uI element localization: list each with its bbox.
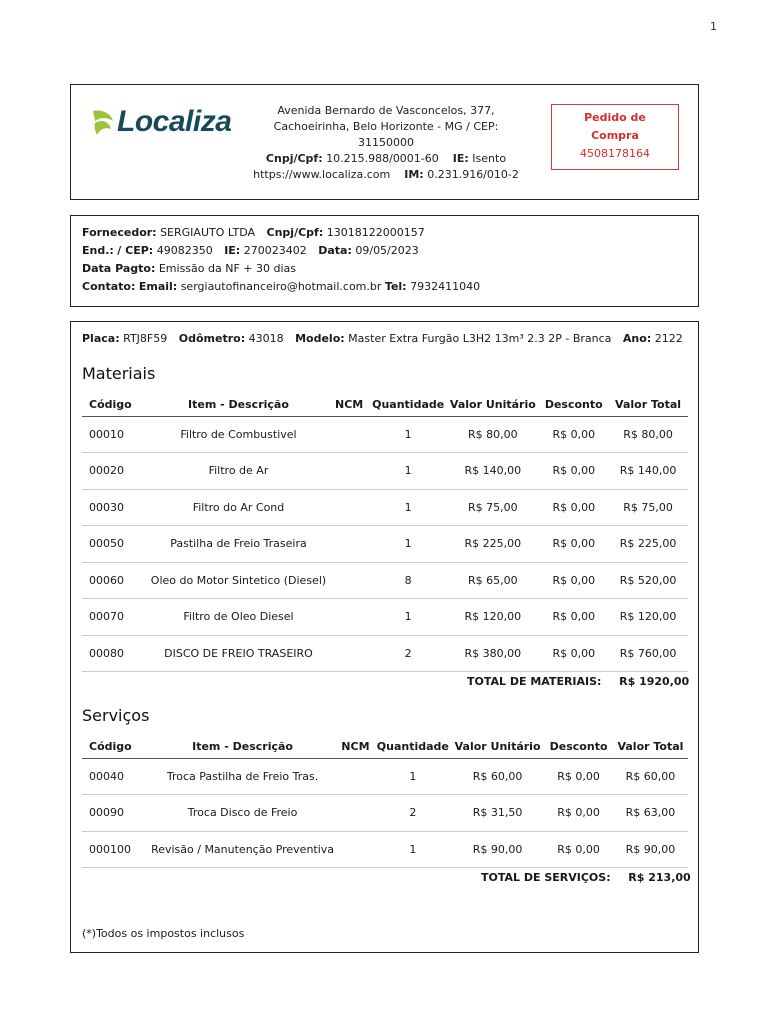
col-item: Item - Descrição	[149, 394, 328, 416]
cell-ncm	[336, 758, 375, 795]
company-web-line	[251, 167, 521, 183]
cell-valor-total: R$ 90,00	[613, 831, 688, 868]
cell-codigo: 00060	[82, 562, 149, 599]
pagto-label: Data Pagto:	[82, 262, 156, 275]
cell-codigo: 00080	[82, 635, 149, 672]
cep-label: / CEP:	[117, 244, 154, 257]
order-number: 4508178164	[580, 147, 650, 160]
cell-item: Filtro de Combustivel	[149, 416, 328, 453]
supplier-line	[82, 224, 698, 242]
col-valor-total: Valor Total	[608, 394, 688, 416]
cell-valor-unitario: R$ 380,00	[446, 635, 539, 672]
servicos-title: Serviços	[82, 706, 150, 725]
supplier-address-line	[82, 242, 698, 260]
fornecedor-label: Fornecedor:	[82, 226, 157, 239]
ano-label: Ano:	[622, 332, 652, 345]
odometro-value: 43018	[248, 332, 284, 345]
contact-line	[82, 278, 698, 296]
payment-line	[82, 260, 698, 278]
modelo-label: Modelo:	[295, 332, 345, 345]
supplier-cnpj-label: Cnpj/Cpf:	[266, 226, 324, 239]
cell-valor-total: R$ 80,00	[608, 416, 688, 453]
address-line: Cachoeirinha, Belo Horizonte - MG / CEP:	[273, 120, 499, 133]
cell-quantidade: 1	[370, 489, 446, 526]
col-ncm: NCM	[336, 736, 375, 758]
cell-codigo: 000100	[82, 831, 149, 868]
cell-desconto: R$ 0,00	[540, 526, 609, 563]
cell-ncm	[328, 526, 370, 563]
materiais-total	[467, 675, 689, 688]
servicos-total-value: R$ 213,00	[628, 871, 691, 884]
supplier-ie-value: 270023402	[243, 244, 307, 257]
im-label: IM:	[404, 168, 424, 181]
website-link[interactable]: https://www.localiza.com	[253, 168, 391, 181]
col-codigo: Código	[82, 394, 149, 416]
cell-valor-total: R$ 760,00	[608, 635, 688, 672]
servicos-table	[82, 736, 688, 868]
cell-desconto: R$ 0,00	[540, 453, 609, 490]
placa-value: RTJ8F59	[123, 332, 168, 345]
cell-valor-unitario: R$ 80,00	[446, 416, 539, 453]
cell-valor-unitario: R$ 65,00	[446, 562, 539, 599]
col-quantidade: Quantidade	[370, 394, 446, 416]
supplier-ie-label: IE:	[224, 244, 241, 257]
localiza-logo	[91, 107, 251, 137]
page-number: 1	[710, 20, 717, 33]
cell-valor-unitario: R$ 120,00	[446, 599, 539, 636]
materiais-total-label: TOTAL DE MATERIAIS:	[467, 675, 602, 688]
header-box	[70, 84, 699, 200]
address-line: 31150000	[358, 136, 414, 149]
col-valor-unitario: Valor Unitário	[451, 736, 544, 758]
data-value: 09/05/2023	[355, 244, 419, 257]
col-codigo: Código	[82, 736, 149, 758]
tel-label: Tel:	[384, 280, 407, 293]
cell-ncm	[328, 416, 370, 453]
cell-codigo: 00050	[82, 526, 149, 563]
cell-valor-unitario: R$ 225,00	[446, 526, 539, 563]
cell-codigo: 00090	[82, 795, 149, 832]
cell-valor-total: R$ 120,00	[608, 599, 688, 636]
cell-item: Revisão / Manutenção Preventiva	[149, 831, 336, 868]
cell-ncm	[336, 795, 375, 832]
cell-desconto: R$ 0,00	[540, 489, 609, 526]
col-valor-total: Valor Total	[613, 736, 688, 758]
cell-codigo: 00040	[82, 758, 149, 795]
cell-quantidade: 1	[370, 599, 446, 636]
data-label: Data:	[318, 244, 352, 257]
col-item: Item - Descrição	[149, 736, 336, 758]
col-desconto: Desconto	[540, 394, 609, 416]
company-tax-line	[251, 151, 521, 167]
cell-codigo: 00070	[82, 599, 149, 636]
cnpj-label: Cnpj/Cpf:	[265, 152, 323, 165]
cell-desconto: R$ 0,00	[544, 795, 613, 832]
table-row	[82, 635, 688, 672]
cell-item: Filtro do Ar Cond	[149, 489, 328, 526]
cell-valor-total: R$ 75,00	[608, 489, 688, 526]
cell-codigo: 00030	[82, 489, 149, 526]
cell-valor-total: R$ 63,00	[613, 795, 688, 832]
address-line: Avenida Bernardo de Vasconcelos, 377,	[277, 104, 495, 117]
cell-codigo: 00020	[82, 453, 149, 490]
placa-label: Placa:	[82, 332, 120, 345]
vehicle-line	[82, 332, 683, 345]
cell-valor-unitario: R$ 140,00	[446, 453, 539, 490]
cell-item: Filtro de Oleo Diesel	[149, 599, 328, 636]
cell-ncm	[328, 489, 370, 526]
cell-ncm	[328, 635, 370, 672]
ie-value: Isento	[472, 152, 507, 165]
table-row	[82, 453, 688, 490]
end-label: End.:	[82, 244, 114, 257]
cell-valor-unitario: R$ 60,00	[451, 758, 544, 795]
cell-quantidade: 1	[370, 416, 446, 453]
servicos-total-label: TOTAL DE SERVIÇOS:	[481, 871, 611, 884]
table-row	[82, 489, 688, 526]
logo-text: Localiza	[117, 105, 232, 138]
table-row	[82, 562, 688, 599]
cell-item: Troca Disco de Freio	[149, 795, 336, 832]
col-desconto: Desconto	[544, 736, 613, 758]
cell-ncm	[328, 453, 370, 490]
table-header-row	[82, 394, 688, 416]
cell-desconto: R$ 0,00	[540, 635, 609, 672]
email-label: Email:	[138, 280, 178, 293]
cell-item: Filtro de Ar	[149, 453, 328, 490]
contato-label: Contato:	[82, 280, 136, 293]
cell-quantidade: 8	[370, 562, 446, 599]
company-info	[251, 103, 521, 183]
cell-quantidade: 2	[370, 635, 446, 672]
cnpj-value: 10.215.988/0001-60	[326, 152, 439, 165]
table-header-row	[82, 736, 688, 758]
cell-desconto: R$ 0,00	[540, 416, 609, 453]
cell-desconto: R$ 0,00	[540, 562, 609, 599]
cell-codigo: 00010	[82, 416, 149, 453]
cell-desconto: R$ 0,00	[544, 831, 613, 868]
cell-item: DISCO DE FREIO TRASEIRO	[149, 635, 328, 672]
table-row	[82, 416, 688, 453]
odometro-label: Odômetro:	[178, 332, 246, 345]
order-label: Compra	[591, 129, 639, 142]
table-row	[82, 795, 688, 832]
cell-valor-unitario: R$ 90,00	[451, 831, 544, 868]
col-ncm: NCM	[328, 394, 370, 416]
cell-valor-total: R$ 520,00	[608, 562, 688, 599]
im-value: 0.231.916/010-2	[427, 168, 519, 181]
cell-quantidade: 1	[375, 831, 451, 868]
cell-desconto: R$ 0,00	[540, 599, 609, 636]
cell-item: Pastilha de Freio Traseira	[149, 526, 328, 563]
cell-valor-unitario: R$ 75,00	[446, 489, 539, 526]
cep-value: 49082350	[156, 244, 213, 257]
tax-note: (*)Todos os impostos inclusos	[82, 927, 245, 940]
cell-ncm	[328, 599, 370, 636]
cell-desconto: R$ 0,00	[544, 758, 613, 795]
cell-valor-total: R$ 225,00	[608, 526, 688, 563]
materiais-table	[82, 394, 688, 672]
table-row	[82, 831, 688, 868]
localiza-leaf-icon	[91, 107, 115, 137]
order-box	[551, 104, 679, 170]
ie-label: IE:	[452, 152, 469, 165]
email-value[interactable]: sergiautofinanceiro@hotmail.com.br	[180, 280, 382, 293]
cell-ncm	[328, 562, 370, 599]
cell-quantidade: 2	[375, 795, 451, 832]
cell-quantidade: 1	[375, 758, 451, 795]
supplier-cnpj-value: 13018122000157	[326, 226, 425, 239]
ano-value: 2122	[654, 332, 683, 345]
tel-value: 7932411040	[410, 280, 481, 293]
modelo-value: Master Extra Furgão L3H2 13m³ 2.3 2P - Branca	[348, 332, 612, 345]
cell-valor-total: R$ 60,00	[613, 758, 688, 795]
col-valor-unitario: Valor Unitário	[446, 394, 539, 416]
cell-quantidade: 1	[370, 526, 446, 563]
col-quantidade: Quantidade	[375, 736, 451, 758]
table-row	[82, 526, 688, 563]
cell-item: Troca Pastilha de Freio Tras.	[149, 758, 336, 795]
cell-valor-total: R$ 140,00	[608, 453, 688, 490]
order-label: Pedido de	[584, 111, 646, 124]
cell-ncm	[336, 831, 375, 868]
cell-item: Oleo do Motor Sintetico (Diesel)	[149, 562, 328, 599]
order-details-box	[70, 321, 699, 953]
fornecedor-value: SERGIAUTO LTDA	[160, 226, 256, 239]
pagto-value: Emissão da NF + 30 dias	[158, 262, 296, 275]
cell-valor-unitario: R$ 31,50	[451, 795, 544, 832]
table-row	[82, 599, 688, 636]
servicos-total	[481, 871, 691, 884]
table-row	[82, 758, 688, 795]
cell-quantidade: 1	[370, 453, 446, 490]
materiais-title: Materiais	[82, 364, 156, 383]
supplier-box	[70, 215, 699, 307]
materiais-total-value: R$ 1920,00	[619, 675, 690, 688]
